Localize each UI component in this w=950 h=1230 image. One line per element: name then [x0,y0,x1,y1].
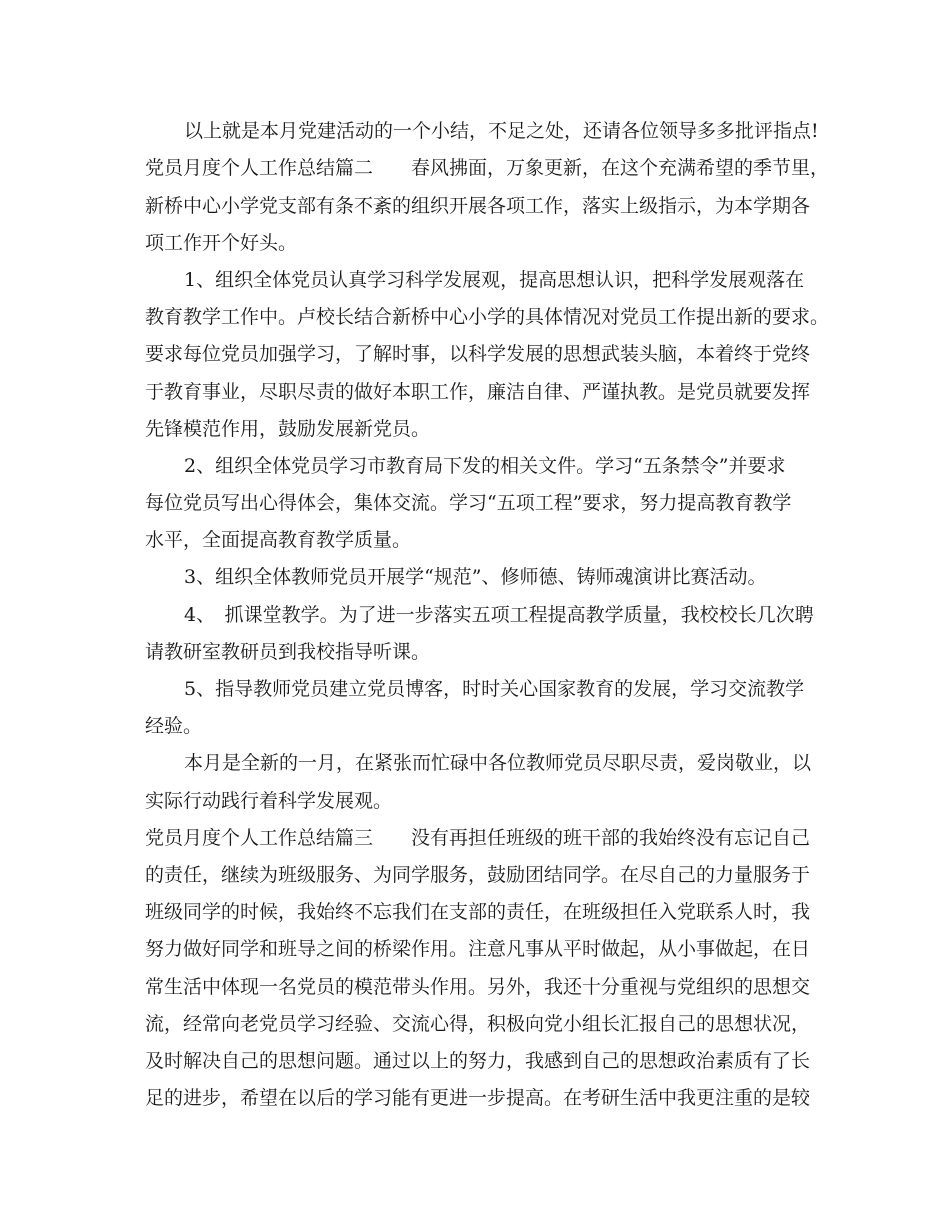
body-text-line: 要求每位党员加强学习，了解时事，以科学发展的思想武装头脑，本着终于党终 [145,343,811,365]
body-text-line: 教育教学工作中。卢校长结合新桥中心小学的具体情况对党员工作提出新的要求。 [145,306,830,328]
body-text-line: 及时解决自己的思想问题。通过以上的努力，我感到自己的思想政治素质有了长 [145,1050,811,1072]
list-item-line: 2、组织全体党员学习市教育局下发的相关文件。学习“五条禁令”并要求 [184,455,786,477]
body-text-line: 足的进步，希望在以后的学习能有更进一步提高。在考研生活中我更注重的是较 [145,1087,811,1109]
body-text-line: 以上就是本月党建活动的一个小结，不足之处，还请各位领导多多批评指点! [184,120,819,142]
body-text-line: 项工作开个好头。 [145,232,298,254]
body-text-line: 先锋模范作用，鼓励发展新党员。 [145,418,431,440]
body-text-line: 的责任，继续为班级服务、为同学服务，鼓励团结同学。在尽自己的力量服务于 [145,864,811,886]
body-text-line: 水平，全面提高教育教学质量。 [145,529,412,551]
list-item-line: 5、指导教师党员建立党员博客，时时关心国家教育的发展，学习交流教学 [184,678,805,700]
section-heading-line: 党员月度个人工作总结篇二 春风拂面，万象更新，在这个充满希望的季节里， [145,157,830,179]
list-item-line: 1、组织全体党员认真学习科学发展观，提高思想认识，把科学发展观落在 [184,269,805,291]
body-text-line: 请教研室教研员到我校指导听课。 [145,641,431,663]
body-text-line: 经验。 [145,715,203,737]
section-heading-line: 党员月度个人工作总结篇三 没有再担任班级的班干部的我始终没有忘记自己 [145,827,811,849]
body-text-line: 于教育事业，尽职尽责的做好本职工作，廉洁自律、严谨执教。是党员就要发挥 [145,381,811,403]
body-text-line: 每位党员写出心得体会，集体交流。学习“五项工程”要求，努力提高教育教学 [145,492,792,514]
body-text-line: 努力做好同学和班导之间的桥梁作用。注意凡事从平时做起，从小事做起，在日 [145,938,811,960]
body-text-line: 实际行动践行着科学发展观。 [145,790,393,812]
body-text-line: 新桥中心小学党支部有条不紊的组织开展各项工作，落实上级指示，为本学期各 [145,195,811,217]
body-text-line: 本月是全新的一月，在紧张而忙碌中各位教师党员尽职尽责，爱岗敬业，以 [184,752,812,774]
list-item-line: 3、组织全体教师党员开展学“规范”、修师德、铸师魂演讲比赛活动。 [184,566,767,588]
body-text-line: 常生活中体现一名党员的模范带头作用。另外，我还十分重视与党组织的思想交 [145,976,811,998]
list-item-line: 4、 抓课堂教学。为了进一步落实五项工程提高教学质量，我校校长几次聘 [184,604,814,626]
body-text-line: 班级同学的时候，我始终不忘我们在支部的责任，在班级担任入党联系人时，我 [145,901,811,923]
body-text-line: 流，经常向老党员学习经验、交流心得，积极向党小组长汇报自己的思想状况， [145,1013,811,1035]
